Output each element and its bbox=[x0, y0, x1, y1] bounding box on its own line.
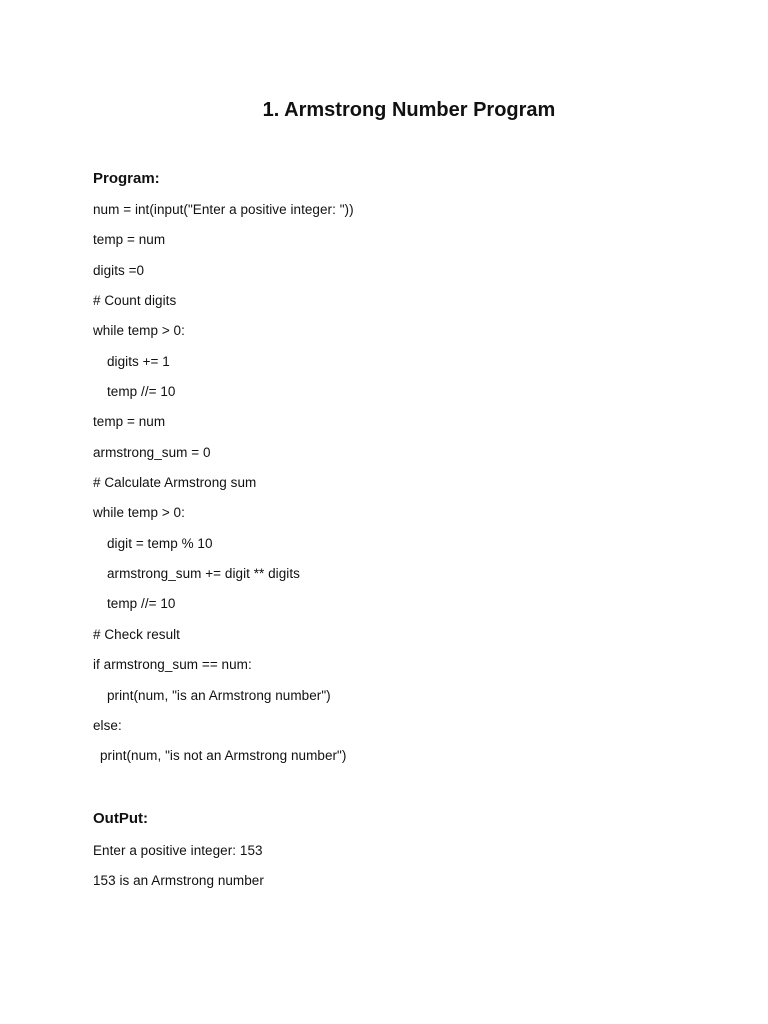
code-line: temp //= 10 bbox=[107, 596, 176, 612]
code-line: digits += 1 bbox=[107, 353, 170, 369]
code-line: print(num, "is not an Armstrong number") bbox=[100, 748, 347, 764]
code-line: # Calculate Armstrong sum bbox=[93, 475, 257, 491]
code-line: # Check result bbox=[93, 626, 180, 642]
output-line: 153 is an Armstrong number bbox=[93, 873, 264, 889]
code-line: temp = num bbox=[93, 414, 166, 430]
output-line: Enter a positive integer: 153 bbox=[93, 843, 263, 858]
code-line: temp //= 10 bbox=[107, 384, 176, 400]
code-line: # Count digits bbox=[93, 293, 177, 309]
code-line: digit = temp % 10 bbox=[107, 535, 213, 551]
code-line: while temp > 0: bbox=[93, 505, 185, 521]
output-block bbox=[93, 841, 713, 902]
code-line: while temp > 0: bbox=[93, 323, 185, 339]
output-heading: OutPut: bbox=[93, 810, 148, 827]
code-block bbox=[93, 200, 713, 777]
code-line: print(num, "is an Armstrong number") bbox=[107, 687, 331, 703]
code-line: digits =0 bbox=[93, 262, 145, 278]
code-line: if armstrong_sum == num: bbox=[93, 657, 252, 673]
code-line: num = int(input("Enter a positive integer: ")) bbox=[93, 202, 354, 217]
code-line: else: bbox=[93, 717, 122, 733]
code-line: temp = num bbox=[93, 232, 166, 248]
page-title: 1. Armstrong Number Program bbox=[262, 99, 556, 121]
program-heading: Program: bbox=[93, 170, 160, 187]
code-line: armstrong_sum = 0 bbox=[93, 444, 211, 460]
code-line: armstrong_sum += digit ** digits bbox=[107, 566, 300, 582]
